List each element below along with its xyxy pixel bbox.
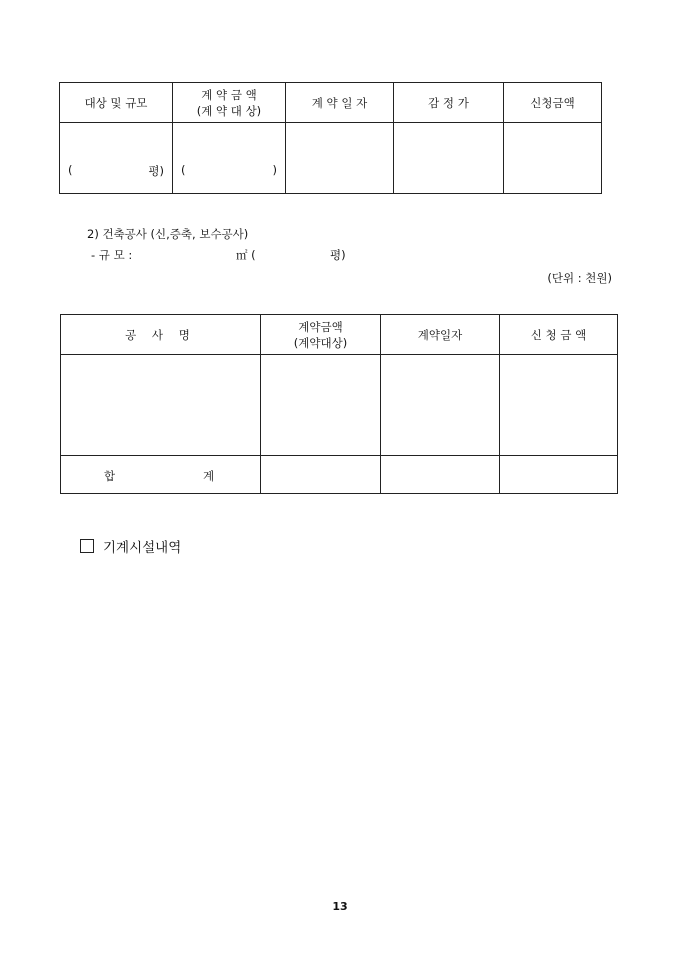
header-contract-amount-2 <box>261 315 381 355</box>
scale-pyeong: 평) <box>148 164 164 178</box>
contract-amount-cell[interactable] <box>261 355 381 456</box>
contract-table-header-row <box>60 83 602 123</box>
appraisal-cell[interactable] <box>394 123 504 194</box>
contract-date-cell-2[interactable] <box>381 355 500 456</box>
header-project-name: 공 사 명 <box>61 315 261 355</box>
machine-section <box>80 536 181 556</box>
construction-table <box>60 314 618 494</box>
header-contract-date: 계 약 일 자 <box>286 83 394 123</box>
header-contract-amount-line2: (계 약 대 상) <box>196 103 262 118</box>
contract-table-row <box>60 123 602 194</box>
header-requested-amount: 신청금액 <box>504 83 602 123</box>
amount-close-paren: ) <box>272 163 277 177</box>
header-contract-amount-2-line2: (계약대상) <box>293 335 348 350</box>
total-contract-date-cell[interactable] <box>381 456 500 494</box>
total-contract-amount-cell[interactable] <box>261 456 381 494</box>
header-contract-amount-2-line1: 계약금액 <box>298 319 343 334</box>
header-target-scale: 대상 및 규모 <box>60 83 173 123</box>
construction-table-row <box>61 355 618 456</box>
amount-cell[interactable] <box>173 123 286 194</box>
project-name-cell[interactable] <box>61 355 261 456</box>
contract-date-cell[interactable] <box>286 123 394 194</box>
total-label-cell <box>61 456 261 494</box>
total-row <box>61 456 618 494</box>
checkbox-square-icon <box>80 539 94 553</box>
header-contract-date-2: 계약일자 <box>381 315 500 355</box>
contract-table <box>59 82 602 194</box>
total-label-right: 계 <box>203 469 215 483</box>
requested-amount-cell[interactable] <box>504 123 602 194</box>
page-number: 13 <box>332 900 348 913</box>
scale-open-paren: ( <box>68 163 73 177</box>
requested-amount-cell-2[interactable] <box>500 355 618 456</box>
header-requested-amount-2: 신 청 금 액 <box>500 315 618 355</box>
scale-cell[interactable] <box>60 123 173 194</box>
scale-label: - 규 모 : <box>91 248 133 262</box>
total-requested-amount-cell[interactable] <box>500 456 618 494</box>
scale-m2-unit: ㎡ ( <box>236 248 256 262</box>
header-contract-amount-line1: 계 약 금 액 <box>201 87 257 102</box>
section-2-title: 2) 건축공사 (신,증축, 보수공사) <box>87 227 249 241</box>
header-contract-amount <box>173 83 286 123</box>
total-label-left: 합 <box>104 469 116 483</box>
machine-section-label: 기계시설내역 <box>103 540 182 556</box>
unit-note: (단위 : 천원) <box>547 271 612 285</box>
amount-open-paren: ( <box>181 163 186 177</box>
construction-table-header-row <box>61 315 618 355</box>
scale-pyeong-unit: 평) <box>330 248 346 262</box>
header-appraisal: 감 정 가 <box>394 83 504 123</box>
